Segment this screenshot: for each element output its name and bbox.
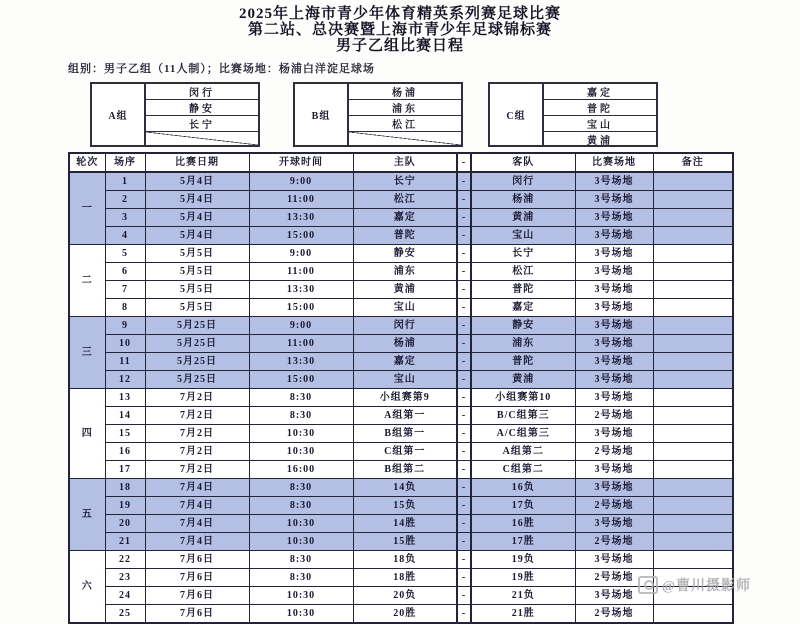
vs-separator-cell: - — [457, 389, 471, 407]
home-team-cell: 小组赛第9 — [353, 389, 457, 407]
away-team-cell: 嘉定 — [471, 299, 575, 317]
vs-separator-cell: - — [457, 497, 471, 515]
vs-separator-cell: - — [457, 227, 471, 245]
away-team-cell: 普陀 — [471, 353, 575, 371]
match-row — [69, 569, 733, 587]
away-team-cell: 21胜 — [471, 605, 575, 624]
vs-separator-cell: - — [457, 172, 471, 191]
match-date-cell: 7月2日 — [145, 389, 249, 407]
away-team-cell: 19负 — [471, 551, 575, 569]
venue-cell: 3号场地 — [575, 479, 653, 497]
match-number-cell: 12 — [105, 371, 145, 389]
away-team-cell: 黄浦 — [471, 371, 575, 389]
venue-cell: 3号场地 — [575, 353, 653, 371]
venue-cell: 3号场地 — [575, 172, 653, 191]
match-date-cell: 5月4日 — [145, 227, 249, 245]
group-empty-diagonal-cell — [146, 132, 258, 145]
match-date-cell: 5月4日 — [145, 191, 249, 209]
kickoff-time-cell: 10:30 — [249, 425, 353, 443]
group-label: C组 — [490, 84, 544, 145]
match-row — [69, 353, 733, 371]
group-team-cell: 松江 — [349, 116, 461, 132]
watermark — [638, 575, 751, 595]
away-team-cell: 21负 — [471, 587, 575, 605]
match-number-cell: 21 — [105, 533, 145, 551]
group-team-cell: 长宁 — [146, 116, 258, 132]
kickoff-time-cell: 10:30 — [249, 443, 353, 461]
round-label-cell: 二 — [69, 245, 105, 317]
kickoff-time-cell: 9:00 — [249, 317, 353, 335]
away-team-cell: A组第二 — [471, 443, 575, 461]
away-team-cell: A/C组第三 — [471, 425, 575, 443]
match-date-cell: 7月6日 — [145, 605, 249, 624]
kickoff-time-cell: 11:00 — [249, 191, 353, 209]
away-team-cell: 松江 — [471, 263, 575, 281]
vs-separator-cell: - — [457, 371, 471, 389]
venue-cell: 3号场地 — [575, 299, 653, 317]
match-number-cell: 5 — [105, 245, 145, 263]
match-row — [69, 371, 733, 389]
round-label-cell: 四 — [69, 389, 105, 479]
home-team-cell: 普陀 — [353, 227, 457, 245]
vs-separator-cell: - — [457, 605, 471, 624]
note-cell — [653, 209, 733, 227]
away-team-cell: 闵行 — [471, 172, 575, 191]
home-team-cell: 20负 — [353, 587, 457, 605]
venue-cell: 2号场地 — [575, 407, 653, 425]
vs-separator-cell: - — [457, 443, 471, 461]
vs-separator-cell: - — [457, 587, 471, 605]
note-cell — [653, 353, 733, 371]
group-team-list — [544, 84, 656, 145]
venue-cell: 3号场地 — [575, 515, 653, 533]
match-date-cell: 7月4日 — [145, 515, 249, 533]
group-team-cell: 浦东 — [349, 100, 461, 116]
title-line-3: 男子乙组比赛日程 — [335, 38, 464, 54]
schedule-header-row — [69, 153, 733, 172]
group-team-cell: 宝山 — [544, 116, 656, 132]
match-number-cell: 11 — [105, 353, 145, 371]
note-cell — [653, 245, 733, 263]
note-cell — [653, 281, 733, 299]
home-team-cell: 15胜 — [353, 533, 457, 551]
home-team-cell: C组第一 — [353, 443, 457, 461]
home-team-cell: 14负 — [353, 479, 457, 497]
match-number-cell: 22 — [105, 551, 145, 569]
venue-cell: 3号场地 — [575, 461, 653, 479]
match-date-cell: 5月4日 — [145, 172, 249, 191]
home-team-cell: 浦东 — [353, 263, 457, 281]
venue-cell: 3号场地 — [575, 389, 653, 407]
note-cell — [653, 335, 733, 353]
match-date-cell: 5月25日 — [145, 335, 249, 353]
note-cell — [653, 605, 733, 624]
kickoff-time-cell: 13:30 — [249, 353, 353, 371]
kickoff-time-cell: 15:00 — [249, 371, 353, 389]
kickoff-time-cell: 11:00 — [249, 263, 353, 281]
away-team-cell: 普陀 — [471, 281, 575, 299]
match-number-cell: 1 — [105, 172, 145, 191]
match-date-cell: 5月5日 — [145, 245, 249, 263]
venue-cell: 2号场地 — [575, 569, 653, 587]
venue-cell: 3号场地 — [575, 209, 653, 227]
vs-separator-cell: - — [457, 551, 471, 569]
camera-logo-icon — [638, 576, 658, 594]
title-line-1: 2025年上海市青少年体育精英系列赛足球比赛 — [238, 6, 561, 22]
home-team-cell: B组第一 — [353, 425, 457, 443]
match-date-cell: 5月4日 — [145, 209, 249, 227]
title-line-2: 第二站、总决赛暨上海市青少年足球锦标赛 — [247, 22, 552, 38]
note-cell — [653, 227, 733, 245]
group-team-cell: 普陀 — [544, 100, 656, 116]
group-team-cell: 黄浦 — [587, 136, 613, 147]
group-empty-diagonal-cell — [349, 132, 461, 145]
kickoff-time-cell: 8:30 — [249, 407, 353, 425]
match-date-cell: 5月5日 — [145, 299, 249, 317]
note-cell — [653, 479, 733, 497]
group-team-cell: 杨浦 — [349, 84, 461, 100]
away-team-cell: 长宁 — [471, 245, 575, 263]
venue-cell: 2号场地 — [575, 533, 653, 551]
match-number-cell: 2 — [105, 191, 145, 209]
kickoff-time-cell: 9:00 — [249, 245, 353, 263]
vs-separator-cell: - — [457, 353, 471, 371]
venue-cell: 3号场地 — [575, 425, 653, 443]
match-row — [69, 497, 733, 515]
venue-cell: 3号场地 — [575, 245, 653, 263]
group-table-C组 — [488, 82, 658, 147]
group-team-cell: 闵行 — [146, 84, 258, 100]
match-row — [69, 299, 733, 317]
vs-separator-cell: - — [457, 425, 471, 443]
home-team-cell: A组第一 — [353, 407, 457, 425]
kickoff-time-cell: 13:30 — [249, 281, 353, 299]
match-number-cell: 10 — [105, 335, 145, 353]
venue-cell: 3号场地 — [575, 281, 653, 299]
schedule-header-cell: 备注 — [653, 153, 733, 172]
note-cell — [653, 407, 733, 425]
schedule-header-cell: 比赛日期 — [145, 153, 249, 172]
group-and-venue-meta: 组别：男子乙组（11人制）；比赛场地：杨浦白洋淀足球场 — [68, 63, 375, 75]
round-label-cell: 六 — [69, 551, 105, 624]
match-number-cell: 17 — [105, 461, 145, 479]
home-team-cell: 宝山 — [353, 371, 457, 389]
away-team-cell: B/C组第三 — [471, 407, 575, 425]
away-team-cell: 杨浦 — [471, 191, 575, 209]
kickoff-time-cell: 15:00 — [249, 299, 353, 317]
vs-separator-cell: - — [457, 533, 471, 551]
away-team-cell: C组第二 — [471, 461, 575, 479]
note-cell — [653, 443, 733, 461]
match-date-cell: 7月6日 — [145, 551, 249, 569]
schedule-table — [68, 152, 734, 624]
note-cell — [653, 425, 733, 443]
note-cell — [653, 551, 733, 569]
match-row — [69, 281, 733, 299]
vs-separator-cell: - — [457, 317, 471, 335]
vs-separator-cell: - — [457, 479, 471, 497]
home-team-cell: 松江 — [353, 191, 457, 209]
venue-cell: 3号场地 — [575, 551, 653, 569]
kickoff-time-cell: 10:30 — [249, 587, 353, 605]
schedule-header-cell: 比赛场地 — [575, 153, 653, 172]
schedule-header-cell: - — [457, 153, 471, 172]
group-team-list — [146, 84, 258, 145]
home-team-cell: 15负 — [353, 497, 457, 515]
away-team-cell: 宝山 — [471, 227, 575, 245]
group-team-list — [349, 84, 461, 145]
match-date-cell: 7月4日 — [145, 497, 249, 515]
note-cell — [653, 389, 733, 407]
match-row — [69, 263, 733, 281]
kickoff-time-cell: 8:30 — [249, 389, 353, 407]
schedule-header-cell: 轮次 — [69, 153, 105, 172]
match-row — [69, 317, 733, 335]
away-team-cell: 浦东 — [471, 335, 575, 353]
match-row — [69, 605, 733, 624]
home-team-cell: 18胜 — [353, 569, 457, 587]
match-row — [69, 209, 733, 227]
away-team-cell: 17胜 — [471, 533, 575, 551]
vs-separator-cell: - — [457, 191, 471, 209]
note-cell — [653, 461, 733, 479]
venue-cell: 2号场地 — [575, 605, 653, 624]
match-row — [69, 389, 733, 407]
match-number-cell: 6 — [105, 263, 145, 281]
match-date-cell: 7月2日 — [145, 443, 249, 461]
venue-cell: 3号场地 — [575, 317, 653, 335]
match-row — [69, 533, 733, 551]
match-date-cell: 7月4日 — [145, 479, 249, 497]
match-number-cell: 25 — [105, 605, 145, 624]
home-team-cell: 杨浦 — [353, 335, 457, 353]
match-date-cell: 5月5日 — [145, 281, 249, 299]
kickoff-time-cell: 8:30 — [249, 497, 353, 515]
note-cell — [653, 172, 733, 191]
document-title — [0, 6, 800, 54]
vs-separator-cell: - — [457, 209, 471, 227]
kickoff-time-cell: 8:30 — [249, 569, 353, 587]
home-team-cell: 长宁 — [353, 172, 457, 191]
vs-separator-cell: - — [457, 299, 471, 317]
kickoff-time-cell: 9:00 — [249, 172, 353, 191]
match-number-cell: 24 — [105, 587, 145, 605]
match-row — [69, 172, 733, 191]
match-number-cell: 9 — [105, 317, 145, 335]
venue-cell: 2号场地 — [575, 443, 653, 461]
away-team-cell: 16胜 — [471, 515, 575, 533]
match-date-cell: 7月2日 — [145, 407, 249, 425]
group-team-cell: 嘉定 — [544, 84, 656, 100]
note-cell — [653, 515, 733, 533]
vs-separator-cell: - — [457, 263, 471, 281]
venue-cell: 3号场地 — [575, 191, 653, 209]
kickoff-time-cell: 13:30 — [249, 209, 353, 227]
match-date-cell: 7月6日 — [145, 587, 249, 605]
kickoff-time-cell: 10:30 — [249, 605, 353, 624]
home-team-cell: B组第二 — [353, 461, 457, 479]
round-label-cell: 一 — [69, 172, 105, 245]
group-team-cell: 静安 — [146, 100, 258, 116]
home-team-cell: 黄浦 — [353, 281, 457, 299]
match-date-cell: 5月25日 — [145, 317, 249, 335]
match-number-cell: 3 — [105, 209, 145, 227]
match-row — [69, 245, 733, 263]
vs-separator-cell: - — [457, 407, 471, 425]
match-date-cell: 7月2日 — [145, 425, 249, 443]
note-cell — [653, 317, 733, 335]
home-team-cell: 静安 — [353, 245, 457, 263]
venue-cell: 3号场地 — [575, 335, 653, 353]
home-team-cell: 嘉定 — [353, 209, 457, 227]
group-table-B组 — [293, 82, 463, 147]
away-team-cell: 19胜 — [471, 569, 575, 587]
match-row — [69, 479, 733, 497]
match-number-cell: 18 — [105, 479, 145, 497]
home-team-cell: 18负 — [353, 551, 457, 569]
kickoff-time-cell: 8:30 — [249, 551, 353, 569]
match-row — [69, 515, 733, 533]
home-team-cell: 14胜 — [353, 515, 457, 533]
match-date-cell: 5月5日 — [145, 263, 249, 281]
group-table-A组 — [90, 82, 260, 147]
match-row — [69, 335, 733, 353]
note-cell — [653, 497, 733, 515]
round-label-cell: 五 — [69, 479, 105, 551]
away-team-cell: 静安 — [471, 317, 575, 335]
match-number-cell: 14 — [105, 407, 145, 425]
match-number-cell: 4 — [105, 227, 145, 245]
kickoff-time-cell: 10:30 — [249, 515, 353, 533]
schedule-header-cell: 场序 — [105, 153, 145, 172]
kickoff-time-cell: 10:30 — [249, 533, 353, 551]
match-number-cell: 8 — [105, 299, 145, 317]
match-date-cell: 7月6日 — [145, 569, 249, 587]
schedule-header-cell: 客队 — [471, 153, 575, 172]
match-date-cell: 5月25日 — [145, 371, 249, 389]
match-date-cell: 7月2日 — [145, 461, 249, 479]
match-row — [69, 227, 733, 245]
group-label: A组 — [92, 84, 146, 145]
match-row — [69, 191, 733, 209]
vs-separator-cell: - — [457, 569, 471, 587]
kickoff-time-cell: 15:00 — [249, 227, 353, 245]
group-label: B组 — [295, 84, 349, 145]
home-team-cell: 闵行 — [353, 317, 457, 335]
match-number-cell: 20 — [105, 515, 145, 533]
home-team-cell: 20胜 — [353, 605, 457, 624]
vs-separator-cell: - — [457, 335, 471, 353]
vs-separator-cell: - — [457, 461, 471, 479]
match-row — [69, 443, 733, 461]
vs-separator-cell: - — [457, 281, 471, 299]
away-team-cell: 黄浦 — [471, 209, 575, 227]
round-label-cell: 三 — [69, 317, 105, 389]
kickoff-time-cell: 8:30 — [249, 479, 353, 497]
match-row — [69, 407, 733, 425]
match-row — [69, 425, 733, 443]
match-number-cell: 16 — [105, 443, 145, 461]
vs-separator-cell: - — [457, 515, 471, 533]
venue-cell: 3号场地 — [575, 263, 653, 281]
match-row — [69, 461, 733, 479]
schedule-table-wrap — [68, 152, 734, 624]
match-number-cell: 23 — [105, 569, 145, 587]
venue-cell: 3号场地 — [575, 371, 653, 389]
match-number-cell: 19 — [105, 497, 145, 515]
watermark-text: @曹川摄影师 — [662, 579, 752, 594]
note-cell — [653, 299, 733, 317]
away-team-cell: 16负 — [471, 479, 575, 497]
home-team-cell: 宝山 — [353, 299, 457, 317]
schedule-header-cell: 开球时间 — [249, 153, 353, 172]
match-number-cell: 13 — [105, 389, 145, 407]
note-cell — [653, 263, 733, 281]
note-cell — [653, 533, 733, 551]
away-team-cell: 小组赛第10 — [471, 389, 575, 407]
vs-separator-cell: - — [457, 245, 471, 263]
schedule-header-cell: 主队 — [353, 153, 457, 172]
away-team-cell: 17负 — [471, 497, 575, 515]
kickoff-time-cell: 16:00 — [249, 461, 353, 479]
match-date-cell: 7月4日 — [145, 533, 249, 551]
match-date-cell: 5月25日 — [145, 353, 249, 371]
home-team-cell: 嘉定 — [353, 353, 457, 371]
match-number-cell: 7 — [105, 281, 145, 299]
venue-cell: 2号场地 — [575, 497, 653, 515]
note-cell — [653, 371, 733, 389]
venue-cell: 3号场地 — [575, 587, 653, 605]
note-cell — [653, 191, 733, 209]
match-number-cell: 15 — [105, 425, 145, 443]
match-row — [69, 551, 733, 569]
venue-cell: 3号场地 — [575, 227, 653, 245]
match-row — [69, 587, 733, 605]
kickoff-time-cell: 11:00 — [249, 335, 353, 353]
